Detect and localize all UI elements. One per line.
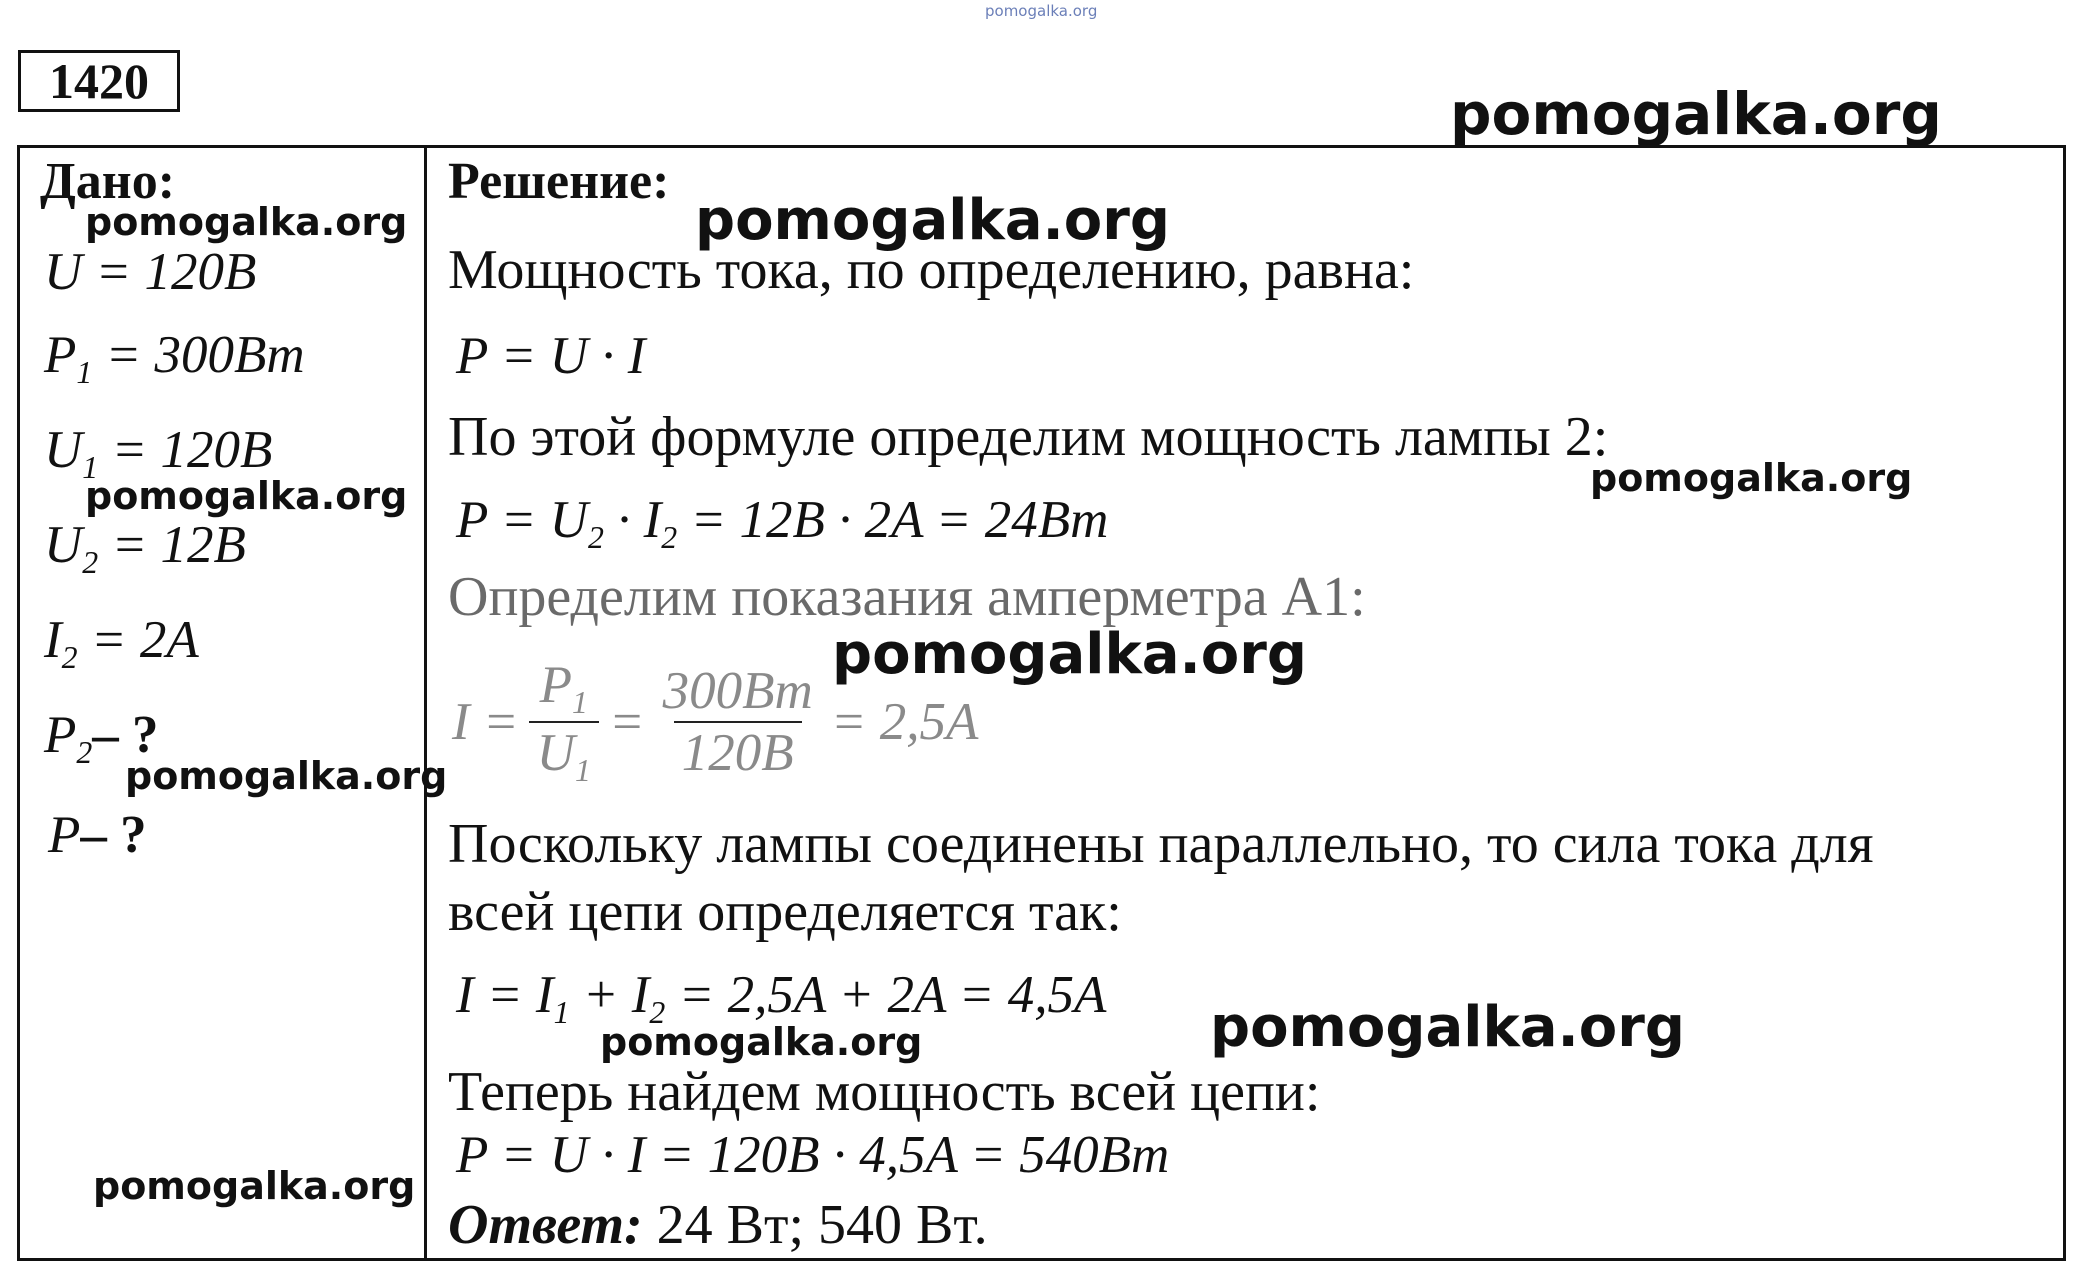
- header-watermark: pomogalka.org: [1450, 80, 1942, 148]
- solution-line-1: Мощность тока, по определению, равна:: [448, 239, 1415, 301]
- solution-line-4a: Поскольку лампы соединены параллельно, то сила тока для: [448, 813, 1874, 875]
- watermark-solution-3: pomogalka.org: [832, 622, 1307, 687]
- problem-number: 1420: [18, 50, 180, 112]
- formula-2: $P = U_2 \cdot I_2 = 12B \cdot 2A = 24Bm$: [456, 491, 1109, 556]
- watermark-given-2: pomogalka.org: [85, 474, 408, 518]
- given-item-u2: $U_2 = 12B$: [44, 516, 246, 581]
- solution-line-4b: всей цепи определяется так:: [448, 881, 1122, 943]
- given-item-p1: $P_1 = 300Bm$: [44, 326, 305, 391]
- formula-5: P = U · I = 120B · 4,5A = 540Bm: [456, 1126, 1170, 1184]
- answer: Ответ: 24 Вт; 540 Вт.: [448, 1194, 988, 1256]
- watermark-given-3: pomogalka.org: [125, 754, 448, 798]
- formula-1: P = U · I: [456, 327, 646, 385]
- watermark-given-1: pomogalka.org: [85, 200, 408, 244]
- column-divider: [424, 145, 427, 1261]
- solution-line-2: По этой формуле определим мощность лампы 2:: [448, 406, 1609, 468]
- given-item-i2: $I_2 = 2A$: [44, 611, 199, 676]
- given-item-u1: $U_1 = 120B$: [44, 421, 273, 486]
- watermark-solution-5: pomogalka.org: [1210, 995, 1685, 1060]
- watermark-solution-4: pomogalka.org: [600, 1020, 923, 1064]
- watermark-given-4: pomogalka.org: [93, 1164, 416, 1208]
- solution-line-5: Теперь найдем мощность всей цепи:: [448, 1061, 1321, 1123]
- watermark-solution-2: pomogalka.org: [1590, 456, 1913, 500]
- given-item-u: U = 120B: [44, 243, 257, 301]
- given-title: Дано:: [40, 153, 176, 210]
- formula-4: $I = I_1 + I_2 = 2,5A + 2A = 4,5A$: [456, 966, 1107, 1031]
- unknown-p: P– ?: [48, 806, 147, 864]
- formula-3: I = $\frac{P_1}{U_1}$ = $\frac{300Bm}{120B}$ = 2,5A: [452, 656, 979, 789]
- unknown-p2: $P_2-$ ?: [44, 706, 159, 771]
- solution-title: Решение:: [448, 153, 670, 210]
- watermark-solution-1: pomogalka.org: [695, 188, 1170, 253]
- solution-line-3: Определим показания амперметра А1:: [448, 566, 1366, 628]
- top-watermark: pomogalka.org: [985, 2, 1098, 20]
